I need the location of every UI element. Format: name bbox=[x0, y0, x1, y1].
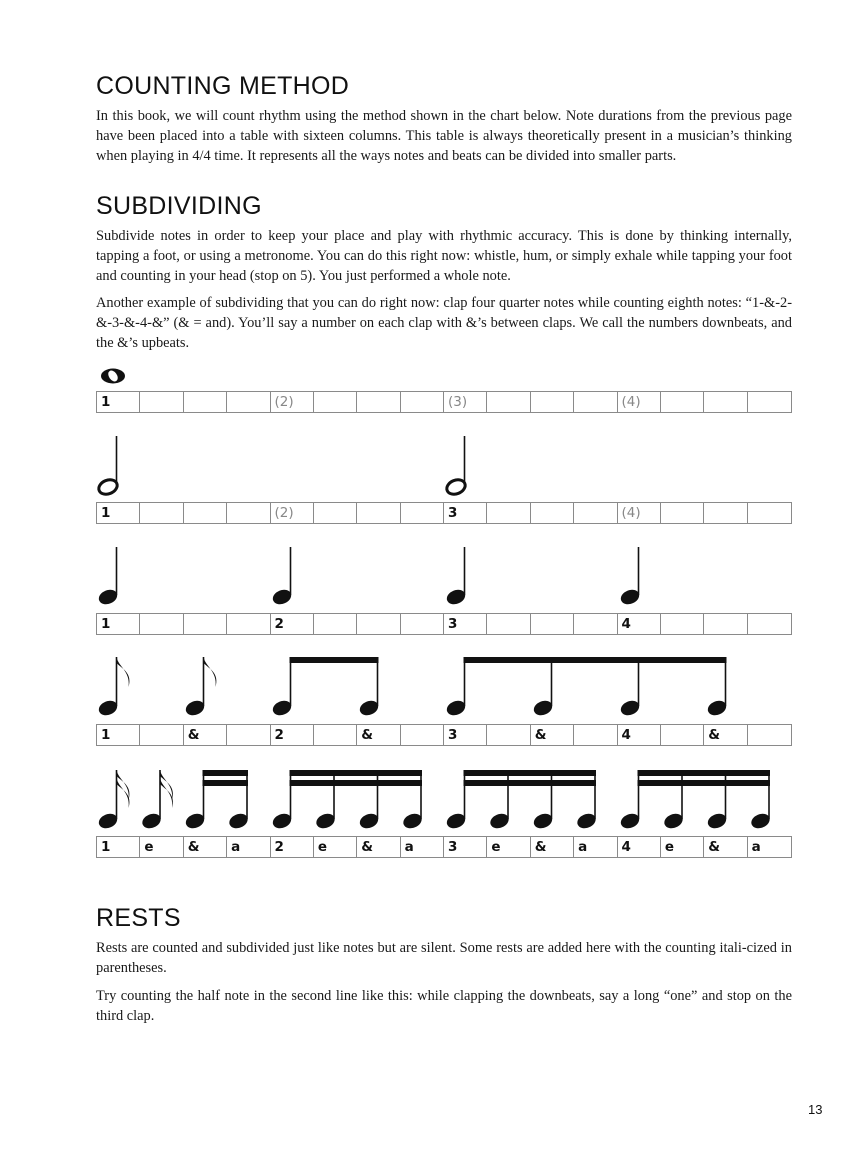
count-cell: 1 bbox=[97, 725, 140, 745]
note-beam bbox=[464, 770, 597, 776]
count-cell bbox=[357, 503, 400, 523]
count-cell bbox=[704, 614, 747, 634]
count-cell bbox=[531, 614, 574, 634]
count-cell: & bbox=[357, 725, 400, 745]
count-cell bbox=[748, 503, 791, 523]
note-flag bbox=[160, 778, 173, 808]
subdividing-paragraph-1: Subdivide notes in order to keep your place and play with rhythmic accuracy. This is done by thinking internally, tapping a foot, or using a metronome. You can do this right now: whistle, hum, or simply exhale while tapping your foot and counting in your head (stop on 5). You just performed a whole note. bbox=[96, 228, 792, 284]
count-cell: 1 bbox=[97, 837, 140, 857]
note-flag bbox=[117, 778, 130, 808]
count-cell: 1 bbox=[97, 614, 140, 634]
count-cell: (2) bbox=[271, 503, 314, 523]
count-cell bbox=[704, 392, 747, 412]
count-cell: & bbox=[184, 837, 227, 857]
count-cell bbox=[227, 725, 270, 745]
count-cell bbox=[748, 392, 791, 412]
count-cell bbox=[227, 614, 270, 634]
count-cell: (4) bbox=[618, 392, 661, 412]
count-cell bbox=[401, 614, 444, 634]
whole-note-count-grid bbox=[96, 391, 792, 413]
subdividing-paragraph-2: Another example of subdividing that you can do right now: clap four quarter notes while counting eighth notes: “1-&-2-&-3-&-4-&” (& = and). You’ll say a number on each clap with &’s between claps. We call the numbers downbeats, and the &’s upbeats. bbox=[96, 295, 792, 351]
count-cell: & bbox=[704, 725, 747, 745]
note-beam bbox=[464, 780, 597, 786]
note-flag bbox=[204, 657, 217, 687]
count-cell bbox=[401, 503, 444, 523]
count-cell bbox=[531, 503, 574, 523]
note-beam bbox=[290, 770, 423, 776]
eighth-note-count-grid bbox=[96, 724, 792, 746]
sixteenth-note-count-grid bbox=[96, 836, 792, 858]
note-flag bbox=[117, 657, 130, 687]
rests-paragraph-2: Try counting the half note in the second line like this: while clapping the downbeats, say a long “one” and stop on the third clap. bbox=[96, 988, 792, 1024]
count-cell: 1 bbox=[97, 503, 140, 523]
count-cell bbox=[314, 503, 357, 523]
count-cell: & bbox=[357, 837, 400, 857]
page-number: 13 bbox=[808, 1102, 823, 1117]
count-cell bbox=[357, 392, 400, 412]
count-cell: & bbox=[184, 725, 227, 745]
count-cell: 2 bbox=[271, 725, 314, 745]
counting-method-paragraph: In this book, we will count rhythm using the method shown in the chart below. Note durations from the previous page have been placed into a table with sixteen columns. This table is always theoretically present in a musician’s thinking when playing in 4/4 time. It represents all the ways notes and beats can be divided into smaller parts. bbox=[96, 108, 792, 164]
count-cell: 3 bbox=[444, 503, 487, 523]
count-cell bbox=[314, 725, 357, 745]
count-cell bbox=[487, 614, 530, 634]
count-cell: 1 bbox=[97, 392, 140, 412]
count-cell bbox=[184, 614, 227, 634]
count-cell bbox=[748, 614, 791, 634]
count-cell bbox=[184, 503, 227, 523]
count-cell bbox=[704, 503, 747, 523]
count-cell: & bbox=[531, 725, 574, 745]
count-cell: (2) bbox=[271, 392, 314, 412]
count-cell bbox=[574, 725, 617, 745]
note-beam bbox=[290, 657, 379, 663]
count-cell: 4 bbox=[618, 614, 661, 634]
count-cell: 2 bbox=[271, 614, 314, 634]
count-cell bbox=[184, 392, 227, 412]
count-cell: a bbox=[751, 839, 761, 855]
note-beam bbox=[638, 770, 771, 776]
note-beam bbox=[464, 657, 727, 663]
count-cell bbox=[748, 725, 791, 745]
count-cell: a bbox=[574, 837, 617, 857]
count-cell: & bbox=[704, 837, 747, 857]
count-cell bbox=[140, 614, 183, 634]
count-cell: 4 bbox=[618, 837, 661, 857]
count-cell: a bbox=[227, 837, 270, 857]
count-cell: 3 bbox=[444, 837, 487, 857]
count-cell bbox=[661, 392, 704, 412]
count-cell: e bbox=[140, 837, 183, 857]
count-cell: e bbox=[314, 837, 357, 857]
count-cell bbox=[661, 614, 704, 634]
count-cell: 3 bbox=[444, 725, 487, 745]
count-cell: & bbox=[531, 837, 574, 857]
count-cell bbox=[531, 392, 574, 412]
count-cell: 4 bbox=[618, 725, 661, 745]
count-cell: e bbox=[661, 837, 704, 857]
subdividing-heading: SUBDIVIDING bbox=[96, 192, 262, 220]
count-cell: (3) bbox=[444, 392, 487, 412]
rests-heading: RESTS bbox=[96, 904, 181, 932]
count-cell bbox=[574, 503, 617, 523]
count-cell bbox=[487, 392, 530, 412]
note-beam bbox=[203, 770, 249, 776]
half-note-count-grid bbox=[96, 502, 792, 524]
count-cell bbox=[574, 392, 617, 412]
note-beam bbox=[290, 780, 423, 786]
count-cell bbox=[227, 503, 270, 523]
count-cell bbox=[574, 614, 617, 634]
count-cell bbox=[487, 503, 530, 523]
count-cell bbox=[314, 614, 357, 634]
rests-paragraph-1: Rests are counted and subdivided just like notes but are silent. Some rests are added here with the counting itali-cized in parentheses. bbox=[96, 940, 792, 976]
note-beam bbox=[638, 780, 771, 786]
count-cell: 2 bbox=[271, 837, 314, 857]
count-cell bbox=[140, 503, 183, 523]
count-cell bbox=[140, 392, 183, 412]
count-cell bbox=[227, 392, 270, 412]
quarter-note-count-grid bbox=[96, 613, 792, 635]
count-cell bbox=[661, 503, 704, 523]
note-beam bbox=[203, 780, 249, 786]
count-cell bbox=[140, 725, 183, 745]
count-cell bbox=[661, 725, 704, 745]
count-cell bbox=[487, 725, 530, 745]
count-cell bbox=[401, 725, 444, 745]
count-cell bbox=[314, 392, 357, 412]
count-cell bbox=[401, 392, 444, 412]
count-cell bbox=[357, 614, 400, 634]
count-cell: a bbox=[401, 837, 444, 857]
count-cell: (4) bbox=[618, 503, 661, 523]
count-cell: e bbox=[487, 837, 530, 857]
counting-method-heading: COUNTING METHOD bbox=[96, 72, 350, 100]
count-cell: 3 bbox=[444, 614, 487, 634]
